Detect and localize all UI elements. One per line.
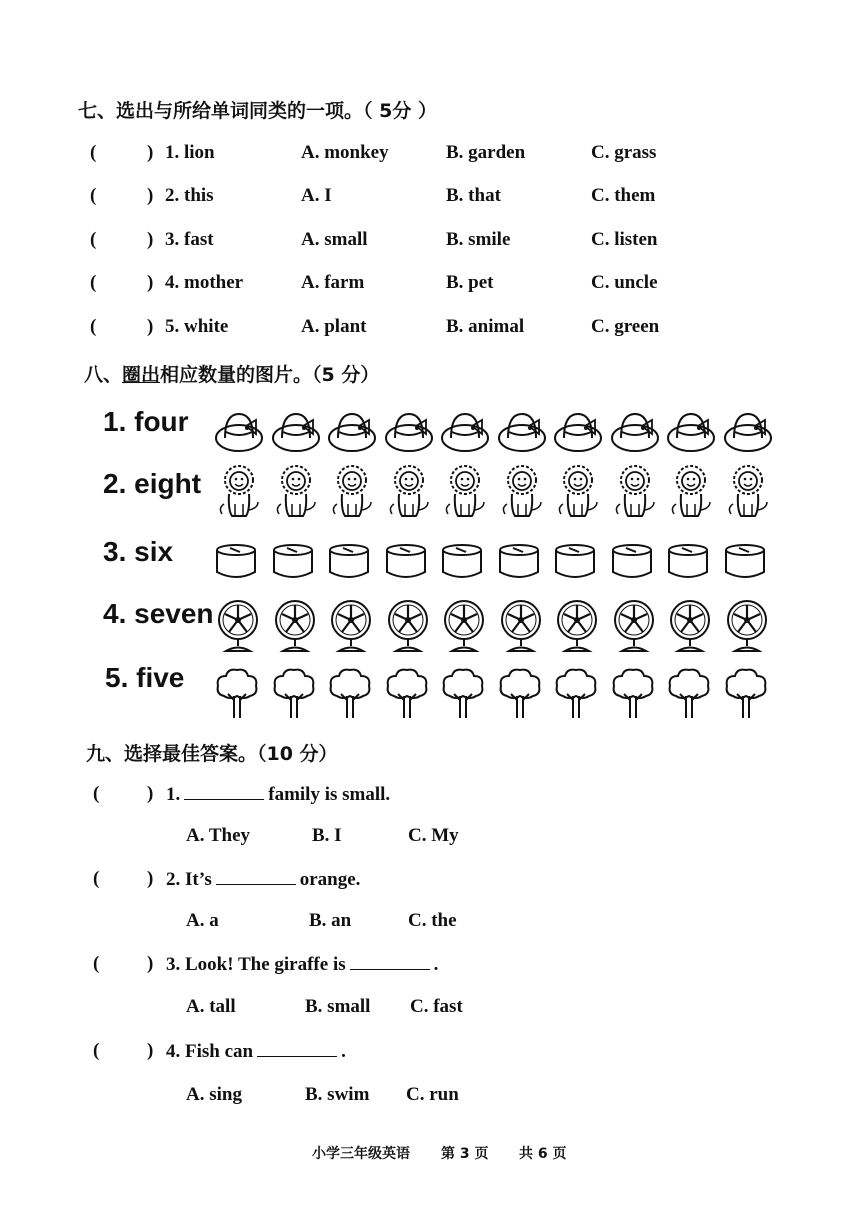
pot-icon[interactable] <box>553 542 605 600</box>
fan-icon[interactable] <box>497 598 549 656</box>
answer-blank[interactable] <box>350 953 430 970</box>
s7-row4-option-a: A. farm <box>301 272 365 293</box>
s7-row2-answer-paren-close: ) <box>147 185 154 206</box>
stem-text-before: 4. Fish can <box>166 1041 254 1062</box>
s7-row5-option-b: B. animal <box>446 316 525 337</box>
s7-row3-answer-paren-close: ) <box>147 229 154 250</box>
fan-icon[interactable] <box>610 598 662 656</box>
s7-row2-answer-paren-open[interactable]: ( <box>90 185 97 206</box>
s9-q4-option-c: C. run <box>406 1084 459 1105</box>
fan-icon[interactable] <box>327 598 379 656</box>
tree-icon[interactable] <box>384 666 436 724</box>
tree-icon[interactable] <box>553 666 605 724</box>
fan-icon[interactable] <box>384 598 436 656</box>
pot-icon[interactable] <box>327 542 379 600</box>
hat-icon[interactable] <box>610 408 662 466</box>
stem-text-after: orange. <box>299 869 361 890</box>
answer-blank[interactable] <box>257 1040 337 1057</box>
s9-q4-paren-close: ) <box>147 1040 154 1061</box>
s7-row5-answer-paren-open[interactable]: ( <box>90 316 97 337</box>
s9-q1-option-c: C. My <box>408 825 459 846</box>
pot-icon[interactable] <box>440 542 492 600</box>
s7-row2-option-a: A. I <box>301 185 332 206</box>
s7-row1-option-b: B. garden <box>446 142 526 163</box>
answer-blank[interactable] <box>184 783 264 800</box>
section8-title <box>84 360 379 387</box>
pot-icon[interactable] <box>384 542 436 600</box>
fan-icon[interactable] <box>440 598 492 656</box>
s7-row1-answer-paren-open[interactable]: ( <box>90 142 97 163</box>
pot-icon[interactable] <box>497 542 549 600</box>
hat-icon[interactable] <box>214 408 266 466</box>
stem-text-before: 3. Look! The giraffe is <box>166 954 346 975</box>
s7-row3-option-b: B. smile <box>446 229 511 250</box>
tree-icon[interactable] <box>440 666 492 724</box>
hat-icon[interactable] <box>384 408 436 466</box>
s9-q1-option-a: A. They <box>186 825 251 846</box>
hat-icon[interactable] <box>553 408 605 466</box>
s9-q2-option-c: C. the <box>408 910 457 931</box>
stem-text-after: . <box>341 1041 346 1062</box>
pot-icon[interactable] <box>723 542 775 600</box>
lion-icon[interactable] <box>271 464 323 522</box>
s9-q1-option-b: B. I <box>312 825 342 846</box>
tree-icon[interactable] <box>327 666 379 724</box>
s7-row4-answer-paren-close: ) <box>147 272 154 293</box>
s7-row1-question-word: 1. lion <box>165 142 215 163</box>
s7-row5-question-word: 5. white <box>165 316 229 337</box>
hat-icon[interactable] <box>327 408 379 466</box>
s9-q4-option-a: A. sing <box>186 1084 242 1105</box>
pot-icon[interactable] <box>214 542 266 600</box>
answer-blank[interactable] <box>216 868 296 885</box>
hat-icon[interactable] <box>440 408 492 466</box>
s7-row4-answer-paren-open[interactable]: ( <box>90 272 97 293</box>
footer-subject: 小学三年级英语 <box>312 1146 410 1162</box>
tree-icon[interactable] <box>214 666 266 724</box>
s7-row5-option-c: C. green <box>591 316 660 337</box>
s7-row1-option-c: C. grass <box>591 142 657 163</box>
lion-icon[interactable] <box>440 464 492 522</box>
s7-row2-option-b: B. that <box>446 185 501 206</box>
s7-row4-question-word: 4. mother <box>165 272 244 293</box>
s9-q3-option-a: A. tall <box>186 996 236 1017</box>
s9-q2-option-a: A. a <box>186 910 219 931</box>
s9-q1-paren-close: ) <box>147 783 154 804</box>
stem-text-before: 1. <box>166 784 181 805</box>
s9-q3-paren-open[interactable]: ( <box>93 953 100 974</box>
fan-icon[interactable] <box>271 598 323 656</box>
hat-icon[interactable] <box>271 408 323 466</box>
fan-icon[interactable] <box>666 598 718 656</box>
stem-text-after: family is small. <box>268 784 391 805</box>
s7-row3-answer-paren-open[interactable]: ( <box>90 229 97 250</box>
section9-title: 九、选择最佳答案。（10 分） <box>86 743 338 765</box>
s7-row5-answer-paren-close: ) <box>147 316 154 337</box>
s9-q3-option-c: C. fast <box>410 996 463 1017</box>
lion-icon[interactable] <box>384 464 436 522</box>
s7-row4-option-c: C. uncle <box>591 272 658 293</box>
hat-icon[interactable] <box>666 408 718 466</box>
fan-icon[interactable] <box>723 598 775 656</box>
lion-icon[interactable] <box>214 464 266 522</box>
s9-q4-paren-open[interactable]: ( <box>93 1040 100 1061</box>
pot-icon[interactable] <box>666 542 718 600</box>
s9-q4-stem <box>166 1040 346 1063</box>
pot-icon[interactable] <box>610 542 662 600</box>
s8-row1-label: 1. four <box>103 406 189 437</box>
s8-row5-label: 5. five <box>105 662 185 693</box>
tree-icon[interactable] <box>666 666 718 724</box>
s7-row1-option-a: A. monkey <box>301 142 389 163</box>
tree-icon[interactable] <box>271 666 323 724</box>
s9-q2-paren-open[interactable]: ( <box>93 868 100 889</box>
s8-row4-label: 4. seven <box>103 598 214 629</box>
pot-icon[interactable] <box>271 542 323 600</box>
fan-icon[interactable] <box>214 598 266 656</box>
stem-text-after: . <box>433 954 439 975</box>
s9-q3-stem <box>166 953 438 976</box>
s7-row4-option-b: B. pet <box>446 272 494 293</box>
lion-icon[interactable] <box>497 464 549 522</box>
s9-q1-paren-open[interactable]: ( <box>93 783 100 804</box>
footer-total: 共 6 页 <box>519 1146 567 1162</box>
tree-icon[interactable] <box>723 666 775 724</box>
s8-row2-label: 2. eight <box>103 468 202 499</box>
tree-icon[interactable] <box>497 666 549 724</box>
s7-row5-option-a: A. plant <box>301 316 367 337</box>
s9-q3-option-b: B. small <box>305 996 371 1017</box>
section8-title-prefix: 八、 <box>84 364 123 386</box>
lion-icon[interactable] <box>610 464 662 522</box>
s7-row3-option-a: A. small <box>301 229 368 250</box>
hat-icon[interactable] <box>497 408 549 466</box>
s9-q2-paren-close: ) <box>147 868 154 889</box>
s9-q2-option-b: B. an <box>309 910 352 931</box>
s7-row2-question-word: 2. this <box>165 185 214 206</box>
tree-icon[interactable] <box>610 666 662 724</box>
s7-row1-answer-paren-close: ) <box>147 142 154 163</box>
lion-icon[interactable] <box>723 464 775 522</box>
s9-q3-paren-close: ) <box>147 953 154 974</box>
stem-text-before: 2. It’s <box>166 869 212 890</box>
s9-q1-stem <box>166 783 390 806</box>
section7-title: 七、选出与所给单词同类的一项。（ 5分 ） <box>78 100 437 122</box>
s8-row3-label: 3. six <box>103 536 174 567</box>
s7-row3-option-c: C. listen <box>591 229 658 250</box>
s9-q2-stem <box>166 868 360 891</box>
s9-q4-option-b: B. swim <box>305 1084 370 1105</box>
s7-row2-option-c: C. them <box>591 185 656 206</box>
hat-icon[interactable] <box>723 408 775 466</box>
lion-icon[interactable] <box>666 464 718 522</box>
lion-icon[interactable] <box>327 464 379 522</box>
fan-icon[interactable] <box>553 598 605 656</box>
footer-page: 第 3 页 <box>441 1146 489 1162</box>
section8-title-suffix: 相应数量的图片。（5 分） <box>160 364 380 386</box>
s7-row3-question-word: 3. fast <box>165 229 214 250</box>
section8-title-underlined: 圈出 <box>122 364 161 386</box>
lion-icon[interactable] <box>553 464 605 522</box>
